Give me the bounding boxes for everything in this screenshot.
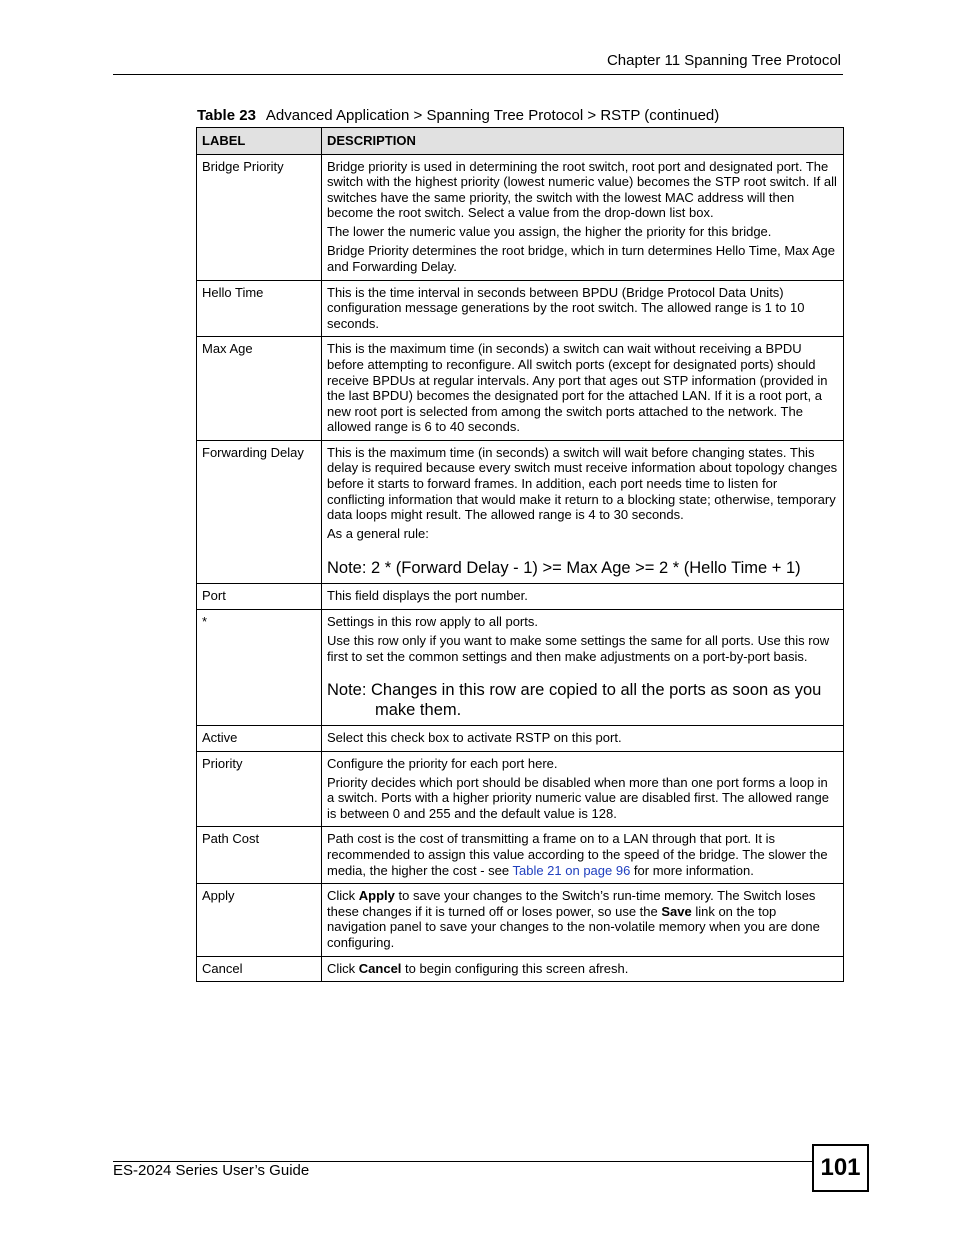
row-description <box>322 337 844 441</box>
row-label: Path Cost <box>197 827 322 884</box>
row-label: Forwarding Delay <box>197 440 322 583</box>
table-row <box>197 280 844 337</box>
running-header: Chapter 11 Spanning Tree Protocol <box>606 52 841 69</box>
table-row <box>197 440 844 583</box>
description-text: to begin configuring this screen afresh. <box>401 960 629 976</box>
description-text: Path cost is the cost of transmitting a frame on to a LAN through that port. It is recommended to assign this value according to the speed of the bridge. The slower the media, the higher the cost - see <box>327 831 828 878</box>
row-label: * <box>197 609 322 725</box>
row-description <box>322 280 844 337</box>
description-paragraph <box>327 961 838 977</box>
row-label: Apply <box>197 884 322 956</box>
description-paragraph: Bridge priority is used in determining the root switch, root port and designated port. The switch with the highest priority (lowest numeric value) becomes the STP root switch. If all switches have the same priority, the switch with the lowest MAC address will then become the root switch. Select a value from the drop-down list box. <box>327 158 837 221</box>
row-description <box>322 440 844 583</box>
description-paragraph: As a general rule: <box>327 526 429 542</box>
table-title: Advanced Application > Spanning Tree Protocol > RSTP (continued) <box>265 107 720 124</box>
page-number: 101 <box>812 1144 869 1192</box>
description-text: link on the top navigation panel to save your changes to the non-volatile memory when you are done configuring. <box>327 903 820 951</box>
description-paragraph: Select this check box to activate RSTP on this port. <box>327 730 622 746</box>
row-label: Max Age <box>197 337 322 441</box>
table-row <box>197 584 844 610</box>
table-row <box>197 337 844 441</box>
table-row <box>197 956 844 982</box>
row-description <box>322 956 844 982</box>
column-header-description: DESCRIPTION <box>322 128 844 155</box>
table-caption <box>197 107 719 125</box>
description-paragraph: The lower the numeric value you assign, the higher the priority for this bridge. <box>327 224 772 240</box>
description-text: for more information. <box>630 862 754 878</box>
header-rule <box>113 74 843 75</box>
table-number: Table 23 <box>197 107 256 124</box>
row-label: Cancel <box>197 956 322 982</box>
row-label: Port <box>197 584 322 610</box>
description-paragraph: Configure the priority for each port here. <box>327 755 558 771</box>
row-description <box>322 884 844 956</box>
description-paragraph: Bridge Priority determines the root bridge, which in turn determines Hello Time, Max Age and Forwarding Delay. <box>327 243 835 274</box>
table-row <box>197 726 844 752</box>
note-text: Note: Changes in this row are copied to all the ports as soon as you make them. <box>327 681 822 719</box>
description-paragraph <box>327 831 838 878</box>
row-description <box>322 726 844 752</box>
column-header-label: LABEL <box>197 128 322 155</box>
description-paragraph: Priority decides which port should be disabled when more than one port forms a loop in a switch. Ports with a higher priority numeric value are disabled first. The allowed range is between 0 and 255 and the default value is 128. <box>327 774 829 821</box>
row-description <box>322 827 844 884</box>
cross-reference-link[interactable]: Table 21 on page 96 <box>512 862 631 878</box>
row-label: Priority <box>197 751 322 827</box>
bold-term: Cancel <box>358 960 402 976</box>
bold-term: Apply <box>358 888 395 904</box>
description-paragraph: Use this row only if you want to make some settings the same for all ports. Use this row first to set the common settings and then make adjustments on a port-by-port basis. <box>327 632 830 664</box>
table-row <box>197 609 844 725</box>
description-paragraph: This is the maximum time (in seconds) a switch can wait without receiving a BPDU before attempting to reconfigure. All switch ports (except for designated ports) should receive BPDUs at regular intervals. Any port that ages out STP information (provided in the last BPDU) becomes the designated port for the attached LAN. If it is a root port, a new root port is selected from among the switch ports attached to the network. The allowed range is 6 to 40 seconds. <box>327 341 828 435</box>
row-label: Bridge Priority <box>197 154 322 280</box>
table-header-row <box>197 128 844 155</box>
row-description <box>322 154 844 280</box>
description-paragraph: Settings in this row apply to all ports. <box>327 613 538 629</box>
row-description <box>322 751 844 827</box>
table-row <box>197 154 844 280</box>
rstp-field-table <box>196 127 844 982</box>
description-paragraph: This is the time interval in seconds between BPDU (Bridge Protocol Data Units) configuration message generations by the root switch. The allowed range is 1 to 10 seconds. <box>327 284 805 331</box>
description-text: Click <box>327 888 359 904</box>
guide-title: ES-2024 Series User’s Guide <box>113 1162 310 1179</box>
description-paragraph: This field displays the port number. <box>327 588 528 604</box>
table-row <box>197 884 844 956</box>
row-description <box>322 584 844 610</box>
description-text: to save your changes to the Switch’s run-time memory. The Switch loses these changes if it is turned off or loses power, so use the <box>327 888 816 919</box>
row-description <box>322 609 844 725</box>
row-label: Hello Time <box>197 280 322 337</box>
description-paragraph <box>327 888 838 950</box>
note-text: Note: 2 * (Forward Delay - 1) >= Max Age >= 2 * (Hello Time + 1) <box>327 558 801 577</box>
description-text: Click <box>327 960 359 976</box>
table-row <box>197 751 844 827</box>
bold-term: Save <box>661 903 692 919</box>
description-paragraph: This is the maximum time (in seconds) a switch will wait before changing states. This delay is required because every switch must receive information about topology changes before it starts to forward frames. In addition, each port needs time to listen for conflicting information that would make it return to a blocking state; otherwise, temporary data loops might result. The allowed range is 4 to 30 seconds. <box>327 444 838 523</box>
row-label: Active <box>197 726 322 752</box>
table-row <box>197 827 844 884</box>
